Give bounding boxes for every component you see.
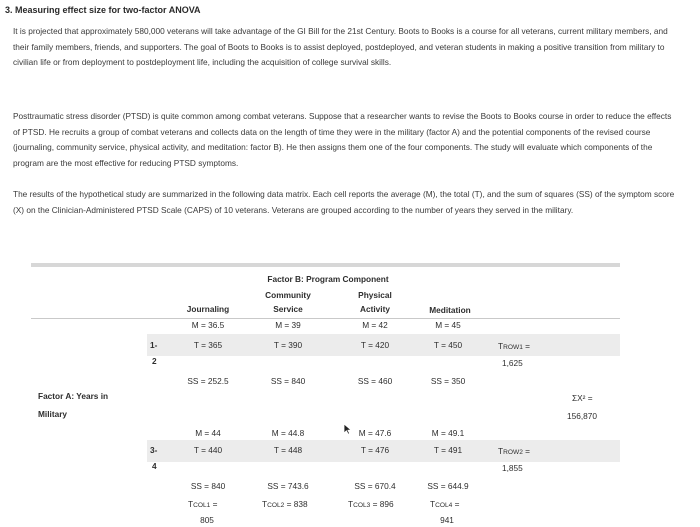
col1-total-value: 805 <box>200 515 214 525</box>
r2c3-mean: M = 47.6 <box>358 428 392 438</box>
factor-a-label-line1: Factor A: Years in <box>38 391 109 401</box>
r1c4-mean: M = 45 <box>435 320 461 330</box>
r2c3-ss: SS = 670.4 <box>354 481 396 491</box>
col4-total-value: 941 <box>440 515 454 525</box>
r2c2-mean: M = 44.8 <box>271 428 305 438</box>
col-header-community-line1: Community <box>265 290 311 300</box>
mouse-cursor-icon <box>343 423 352 435</box>
r2c2-ss: SS = 743.6 <box>267 481 309 491</box>
row2-label-top: 3- <box>150 445 158 455</box>
sum-x2-label: ΣX² = <box>572 393 593 403</box>
intro-paragraph: It is projected that approximately 580,000 veterans will take advantage of the GI Bill for the 21st Century. Boots to Books is a course for all veterans, current military members, and their family members, friends, and supporters. The goal of Boots to Books is to assist deployed, postdeployed, and veteran students in making a positive transition from military to civilian life or from deployment to postdeployment life, including the acquisition of college survival skills. <box>13 26 668 68</box>
r2c1-mean: M = 44 <box>195 428 221 438</box>
r2c4-ss: SS = 644.9 <box>427 481 469 491</box>
r1c4-total: T = 450 <box>433 340 463 350</box>
results-paragraph: The results of the hypothetical study are summarized in the following data matrix. Each cell reports the average (M), the total (T), and the sum of squares (SS) of the symptom score (X) on the Clinician-Administered PTSD Scale (CAPS) of 10 veterans. Veterans are grouped according to the number of years they served in the military. <box>13 189 675 215</box>
col2-total-label: TCOL2 = 838 <box>262 499 308 509</box>
r2c1-ss: SS = 840 <box>190 481 226 491</box>
col-header-journaling: Journaling <box>186 304 230 314</box>
r1c3-mean: M = 42 <box>362 320 388 330</box>
row1-label-top: 1- <box>150 340 158 350</box>
r1c1-total: T = 365 <box>193 340 223 350</box>
sum-x2-value: 156,870 <box>567 411 597 421</box>
r1c2-ss: SS = 840 <box>270 376 306 386</box>
col1-total-label: TCOL1 = <box>188 499 218 509</box>
r1c3-ss: SS = 460 <box>357 376 393 386</box>
col-header-meditation: Meditation <box>429 305 471 315</box>
col-header-physical-line1: Physical <box>358 290 392 300</box>
col-header-physical-line2: Activity <box>360 304 390 314</box>
row2-label-bottom: 4 <box>152 461 157 471</box>
row1-label-bottom: 2 <box>152 356 157 366</box>
r1c1-mean: M = 36.5 <box>191 320 225 330</box>
r2c3-total: T = 476 <box>360 445 390 455</box>
r1c3-total: T = 420 <box>360 340 390 350</box>
r2c1-total: T = 440 <box>193 445 223 455</box>
row1-total-label: TROW1 = <box>498 341 531 351</box>
row2-total-label: TROW2 = <box>498 446 531 456</box>
col3-total-label: TCOL3 = 896 <box>348 499 394 509</box>
r2c4-mean: M = 49.1 <box>431 428 465 438</box>
problem-title: 3. Measuring effect size for two-factor ANOVA <box>5 5 201 15</box>
matrix-top-rule <box>31 263 620 267</box>
matrix-header-rule <box>31 318 620 319</box>
factor-a-label-line2: Military <box>38 409 68 419</box>
ptsd-paragraph: Posttraumatic stress disorder (PTSD) is quite common among combat veterans. Suppose that a researcher wants to revise the Boots to Books course in order to reduce the effects of PTSD. He recruits a group of combat veterans and collects data on the length of time they were in the military (factor A) and the potential components of the revised course (journaling, community service, physical activity, and meditation: factor B). He then assigns them one of the four components. The study will evaluate which components of the program are the most effective for reducing PTSD symptoms. <box>13 111 672 168</box>
col-header-community-line2: Service <box>273 304 303 314</box>
r2c2-total: T = 448 <box>273 445 303 455</box>
r1c1-ss: SS = 252.5 <box>187 376 229 386</box>
r1c2-mean: M = 39 <box>275 320 301 330</box>
r1c2-total: T = 390 <box>273 340 303 350</box>
r1c4-ss: SS = 350 <box>430 376 466 386</box>
factor-b-label: Factor B: Program Component <box>267 274 389 284</box>
r2c4-total: T = 491 <box>433 445 463 455</box>
col4-total-label: TCOL4 = <box>430 499 460 509</box>
row2-total-value: 1,855 <box>502 463 523 473</box>
row1-total-value: 1,625 <box>502 358 523 368</box>
